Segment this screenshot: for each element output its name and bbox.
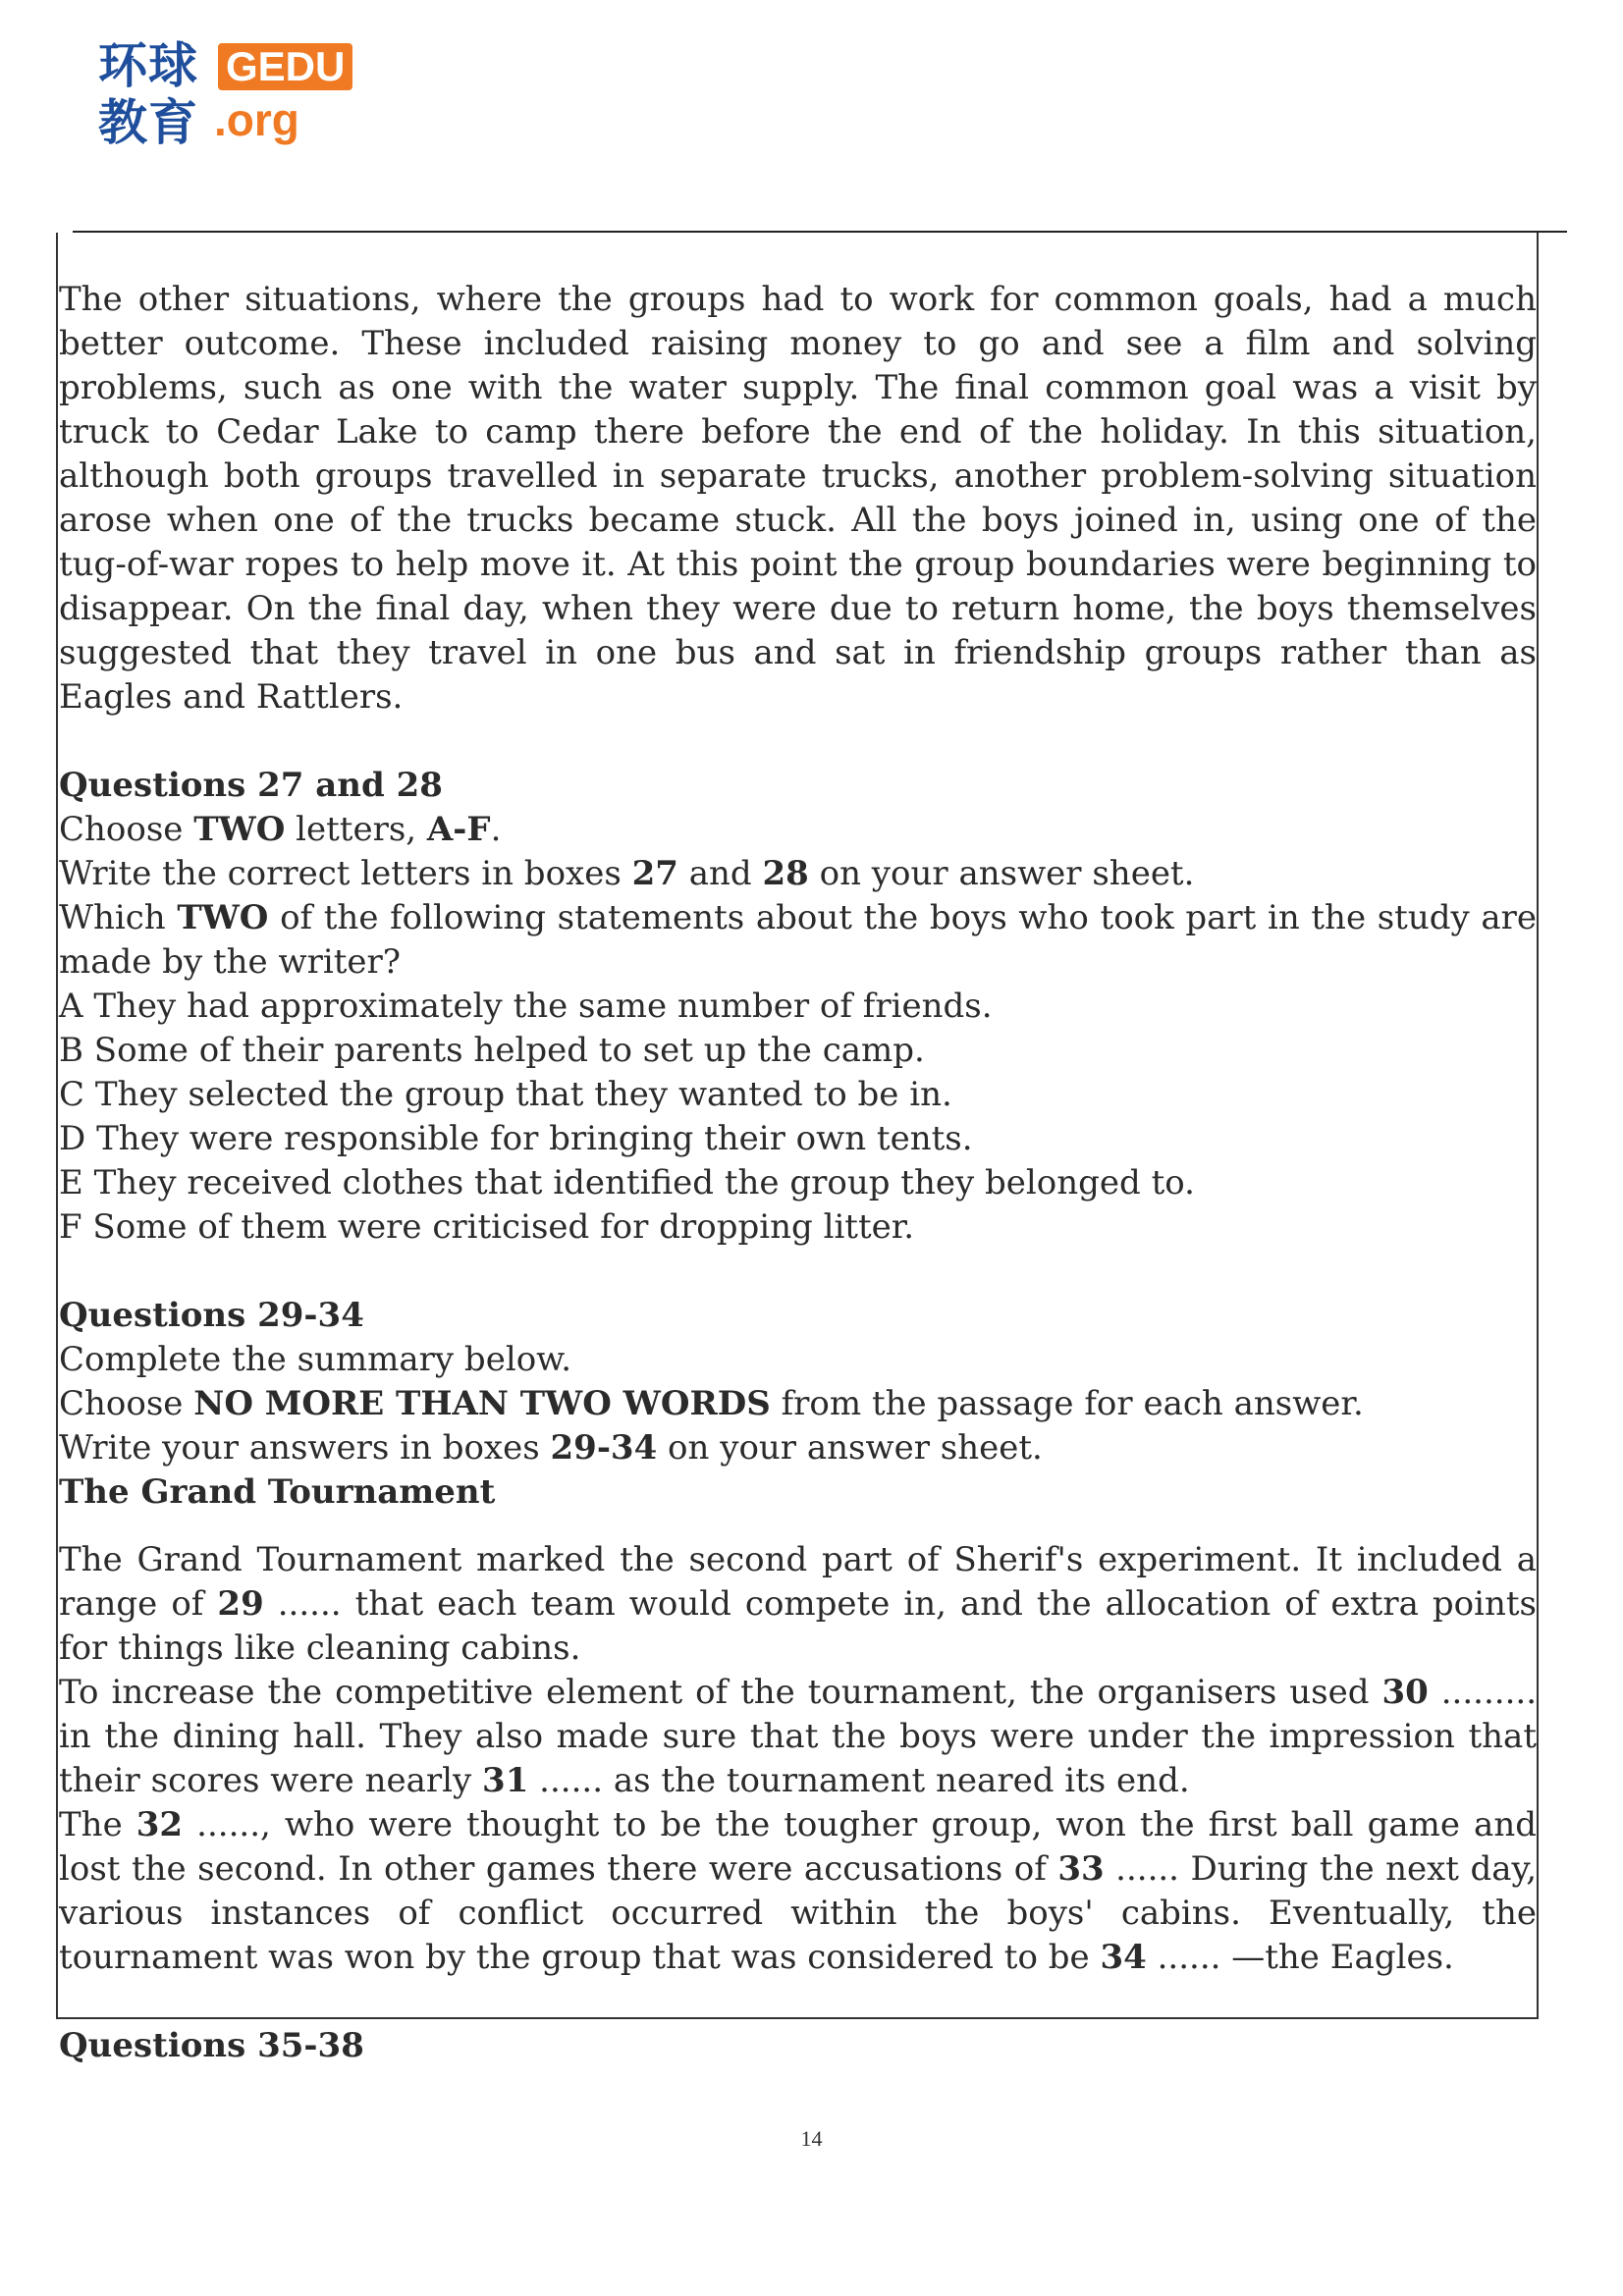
q29-instruction-1: Complete the summary below. (59, 1340, 572, 1379)
option-e: E They received clothes that identified the group they belonged to. (59, 1163, 1195, 1202)
q29-instruction-2: Choose NO MORE THAN TWO WORDS from the passage for each answer. (59, 1384, 1364, 1423)
option-c: C They selected the group that they wanted to be in. (59, 1075, 952, 1114)
option-d: D They were responsible for bringing their own tents. (59, 1119, 973, 1158)
q29-heading: Questions 29-34 (59, 1296, 364, 1335)
option-f: F Some of them were criticised for dropping litter. (59, 1207, 915, 1247)
q27-instruction-2: Write the correct letters in boxes 27 and 28 on your answer sheet. (59, 854, 1195, 893)
option-a: A They had approximately the same number of friends. (59, 987, 993, 1026)
page-number: 14 (800, 2126, 823, 2151)
q27-instruction-1: Choose TWO letters, A-F. (59, 810, 502, 849)
gedu-logo (98, 37, 353, 151)
summary-title: The Grand Tournament (59, 1472, 496, 1512)
q35-heading: Questions 35-38 (59, 2026, 364, 2065)
summary-paragraph-3: The 32 ......, who were thought to be the tougher group, won the first ball game and lost the second. In other games there were accusations of 33 ...... During the next day, various instances of conflict occurred within the boys' cabins. Eventually, the tournament was won by the group that was considered to be 34 ...... —the Eagles. (59, 1805, 1538, 1977)
summary-paragraph-1: The Grand Tournament marked the second part of Sherif's experiment. It included a range of 29 ...... that each team would compete in, and the allocation of extra points for things like cleaning cabins. (59, 1540, 1538, 1668)
logo-chinese-text: 环球 教育 (98, 37, 198, 151)
q29-instruction-3: Write your answers in boxes 29-34 on your answer sheet. (59, 1428, 1043, 1468)
passage-paragraph: The other situations, where the groups had to work for common goals, had a much better outcome. These included raising money to go and see a film and solving problems, such as one with the water supply. The final common goal was a visit by truck to Cedar Lake to camp there before the end of the holiday. In this situation, although both groups travelled in separate trucks, another problem-solving situation arose when one of the trucks became stuck. All the boys joined in, using one of the tug-of-war ropes to help move it. At this point the group boundaries were beginning to disappear. On the final day, when they were due to return home, the boys themselves suggested that they travel in one bus and sat in friendship groups rather than as Eagles and Rattlers. (59, 280, 1537, 717)
q27-heading: Questions 27 and 28 (59, 766, 443, 805)
q27-question: Which TWO of the following statements about the boys who took part in the study are made by the writer? (59, 898, 1537, 982)
option-b: B Some of their parents helped to set up the camp. (59, 1031, 925, 1070)
summary-paragraph-2: To increase the competitive element of the tournament, the organisers used 30 ......... in the dining hall. They also made sure that the boys were under the impression that their scores were nearly 31 ...... as the tournament neared its end. (59, 1673, 1538, 1800)
page-content (59, 278, 1537, 2068)
logo-suffix: .org (214, 94, 299, 145)
logo-brand: GEDU (218, 43, 352, 90)
